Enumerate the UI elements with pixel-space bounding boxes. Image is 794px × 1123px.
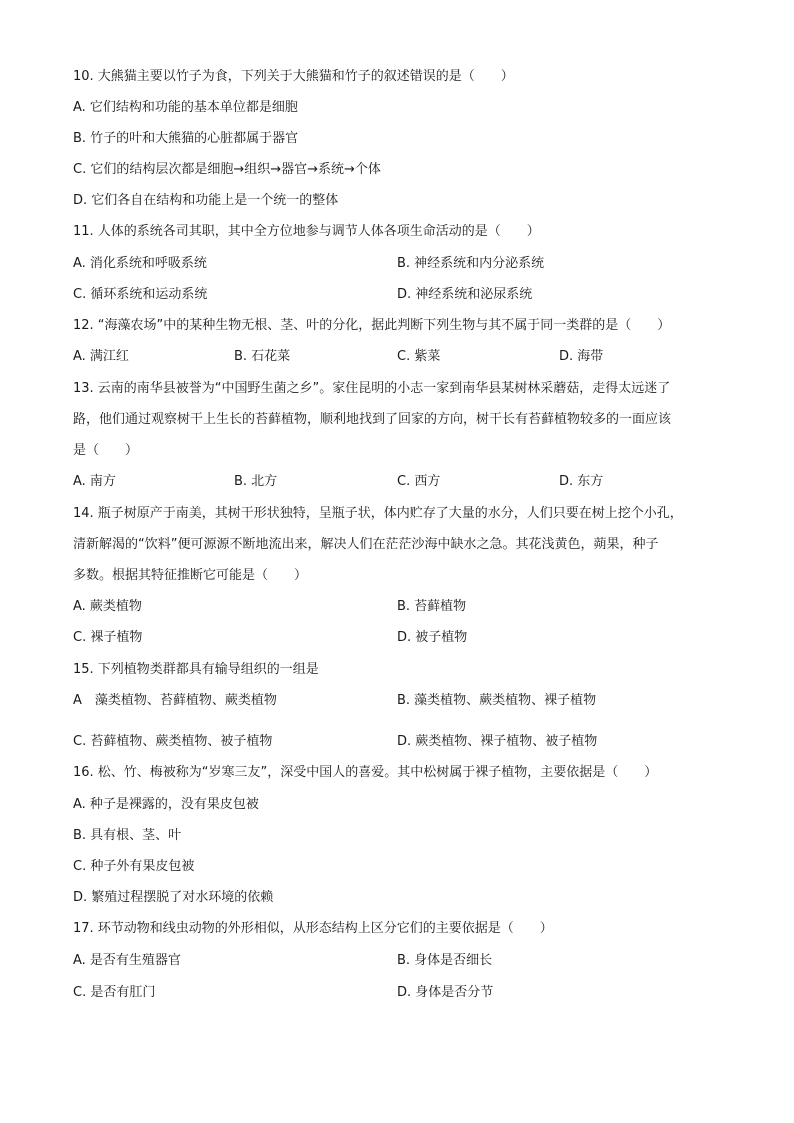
question-13-option-b: B. 北方: [234, 474, 278, 489]
question-16-option-c: C. 种子外有果皮包被: [73, 859, 195, 874]
question-15-option-b: B. 藻类植物、蕨类植物、裸子植物: [397, 693, 597, 708]
question-14-stem-line-1: 14. 瓶子树原产于南美，其树干形状独特，呈瓶子状，体内贮存了大量的水分，人们只要在树上挖个小孔，: [73, 506, 683, 521]
question-17-stem: 17. 环节动物和线虫动物的外形相似，从形态结构上区分它们的主要依据是（ ）: [73, 921, 553, 936]
question-14-option-b: B. 苔藓植物: [397, 599, 467, 614]
question-15-option-c: C. 苔藓植物、蕨类植物、被子植物: [73, 734, 273, 749]
question-10-option-d: D. 它们各自在结构和功能上是一个统一的整体: [73, 193, 339, 208]
question-10-option-a: A. 它们结构和功能的基本单位都是细胞: [73, 100, 298, 115]
question-14-option-a: A. 蕨类植物: [73, 599, 142, 614]
question-11-option-b: B. 神经系统和内分泌系统: [397, 256, 545, 271]
question-12-stem: 12. “海藻农场”中的某种生物无根、茎、叶的分化，据此判断下列生物与其不属于同一类群的是（ ）: [73, 318, 671, 333]
question-14-stem-line-2: 清新解渴的“饮料”便可源源不断地流出来，解决人们在茫茫沙海中缺水之急。其花浅黄色，蒴果，种子: [73, 537, 659, 552]
question-11-option-c: C. 循环系统和运动系统: [73, 287, 208, 302]
question-15-stem: 15. 下列植物类群都具有输导组织的一组是: [73, 662, 319, 677]
question-11-option-a: A. 消化系统和呼吸系统: [73, 256, 207, 271]
question-16-stem: 16. 松、竹、梅被称为“岁寒三友”，深受中国人的喜爱。其中松树属于裸子植物，主要依据是（ ）: [73, 765, 658, 780]
question-14-option-c: C. 裸子植物: [73, 630, 143, 645]
question-17-option-a: A. 是否有生殖器官: [73, 953, 181, 968]
question-13-option-a: A. 南方: [73, 474, 116, 489]
question-17-option-c: C. 是否有肛门: [73, 985, 156, 1000]
question-16-option-d: D. 繁殖过程摆脱了对水环境的依赖: [73, 890, 274, 905]
question-15-option-a: A 藻类植物、苔藓植物、蕨类植物: [73, 693, 277, 708]
question-12-option-c: C. 紫菜: [397, 349, 441, 364]
question-14-stem-line-3: 多数。根据其特征推断它可能是（ ）: [73, 568, 308, 583]
question-12-option-d: D. 海带: [559, 349, 604, 364]
question-13-stem-line-2: 路，他们通过观察树干上生长的苔藓植物，顺利地找到了回家的方向，树干长有苔藓植物较多的一面应该: [73, 412, 672, 427]
question-10-option-b: B. 竹子的叶和大熊猫的心脏都属于器官: [73, 131, 299, 146]
question-11-option-d: D. 神经系统和泌尿系统: [397, 287, 533, 302]
question-10-option-c: C. 它们的结构层次都是细胞→组织→器官→系统→个体: [73, 162, 381, 177]
question-17-option-d: D. 身体是否分节: [397, 985, 494, 1000]
question-13-option-c: C. 西方: [397, 474, 441, 489]
question-13-stem-line-1: 13. 云南的南华县被誉为“中国野生菌之乡”。家住昆明的小志一家到南华县某树林采蘑菇，走得太远迷了: [73, 381, 671, 396]
question-15-option-d: D. 蕨类植物、裸子植物、被子植物: [397, 734, 598, 749]
question-13-stem-line-3: 是（ ）: [73, 443, 139, 458]
question-12-option-b: B. 石花菜: [234, 349, 291, 364]
question-13-option-d: D. 东方: [559, 474, 604, 489]
question-17-option-b: B. 身体是否细长: [397, 953, 493, 968]
question-16-option-b: B. 具有根、茎、叶: [73, 828, 182, 843]
question-14-option-d: D. 被子植物: [397, 630, 468, 645]
question-12-option-a: A. 满江红: [73, 349, 129, 364]
question-16-option-a: A. 种子是裸露的，没有果皮包被: [73, 797, 259, 812]
question-11-stem: 11. 人体的系统各司其职，其中全方位地参与调节人体各项生命活动的是（ ）: [73, 224, 540, 239]
question-10-stem: 10. 大熊猫主要以竹子为食，下列关于大熊猫和竹子的叙述错误的是（ ）: [73, 69, 514, 84]
